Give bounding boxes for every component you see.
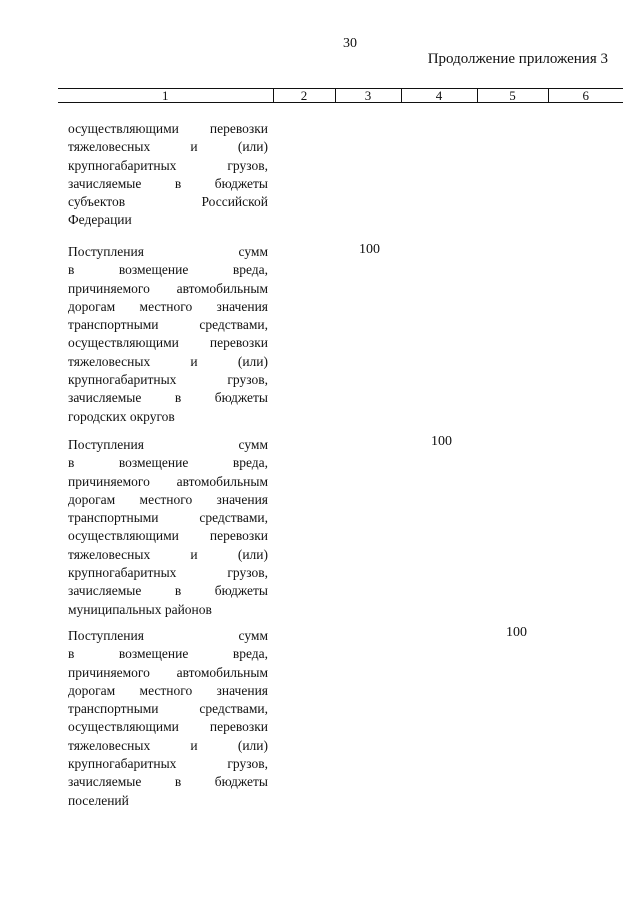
row-line: причиняемого автомобильным — [68, 473, 268, 489]
row-description — [68, 436, 268, 619]
row-line: дорогам местного значения — [68, 682, 268, 698]
column-header-table — [58, 88, 623, 103]
row-line: причиняемого автомобильным — [68, 664, 268, 680]
row-value-col5: 100 — [506, 625, 527, 640]
row-line: городских округов — [68, 408, 175, 424]
row-line: муниципальных районов — [68, 601, 212, 617]
row-line: в возмещение вреда, — [68, 455, 268, 471]
table-row — [68, 627, 268, 810]
row-line: крупногабаритных грузов, — [68, 157, 268, 173]
row-line: зачисляемые в бюджеты — [68, 390, 268, 406]
row-line: Поступления сумм — [68, 244, 268, 259]
row-line: в возмещение вреда, — [68, 262, 268, 278]
row-line: крупногабаритных грузов, — [68, 756, 268, 772]
row-line: причиняемого автомобильным — [68, 280, 268, 296]
row-value-col3: 100 — [359, 242, 380, 257]
row-line: осуществляющими перевозки — [68, 719, 268, 735]
column-header-5: 5 — [477, 89, 548, 103]
continuation-label: Продолжение приложения 3 — [427, 51, 608, 67]
row-value-col4: 100 — [431, 434, 452, 449]
column-header-6: 6 — [548, 89, 623, 103]
table-row — [68, 436, 268, 619]
row-line: зачисляемые в бюджеты — [68, 583, 268, 599]
row-line: осуществляющими перевозки — [68, 528, 268, 544]
row-line: Поступления сумм — [68, 437, 268, 452]
column-header-row — [58, 89, 623, 103]
row-description — [68, 243, 268, 426]
row-line: зачисляемые в бюджеты — [68, 774, 268, 790]
row-line: тяжеловесных и (или) — [68, 546, 268, 562]
table-row — [68, 243, 268, 426]
row-line: Федерации — [68, 212, 132, 228]
table-row — [68, 120, 268, 230]
row-line: тяжеловесных и (или) — [68, 139, 268, 155]
row-line: поселений — [68, 792, 129, 808]
row-line: в возмещение вреда, — [68, 646, 268, 662]
row-line: транспортными средствами, — [68, 510, 268, 526]
row-description — [68, 627, 268, 810]
row-line: тяжеловесных и (или) — [68, 737, 268, 753]
column-header-2: 2 — [273, 89, 335, 103]
row-line: дорогам местного значения — [68, 491, 268, 507]
row-description — [68, 120, 268, 230]
column-header-3: 3 — [335, 89, 401, 103]
page-number: 30 — [343, 36, 357, 51]
row-line: крупногабаритных грузов, — [68, 565, 268, 581]
row-line: субъектов Российской — [68, 194, 268, 210]
column-header-1: 1 — [58, 89, 273, 103]
row-line: транспортными средствами, — [68, 317, 268, 333]
row-line: тяжеловесных и (или) — [68, 353, 268, 369]
row-line: зачисляемые в бюджеты — [68, 175, 268, 191]
row-line: Поступления сумм — [68, 628, 268, 643]
row-line: транспортными средствами, — [68, 701, 268, 717]
row-line: осуществляющими перевозки — [68, 121, 268, 136]
row-line: крупногабаритных грузов, — [68, 372, 268, 388]
row-line: дорогам местного значения — [68, 298, 268, 314]
column-header-4: 4 — [401, 89, 477, 103]
row-line: осуществляющими перевозки — [68, 335, 268, 351]
